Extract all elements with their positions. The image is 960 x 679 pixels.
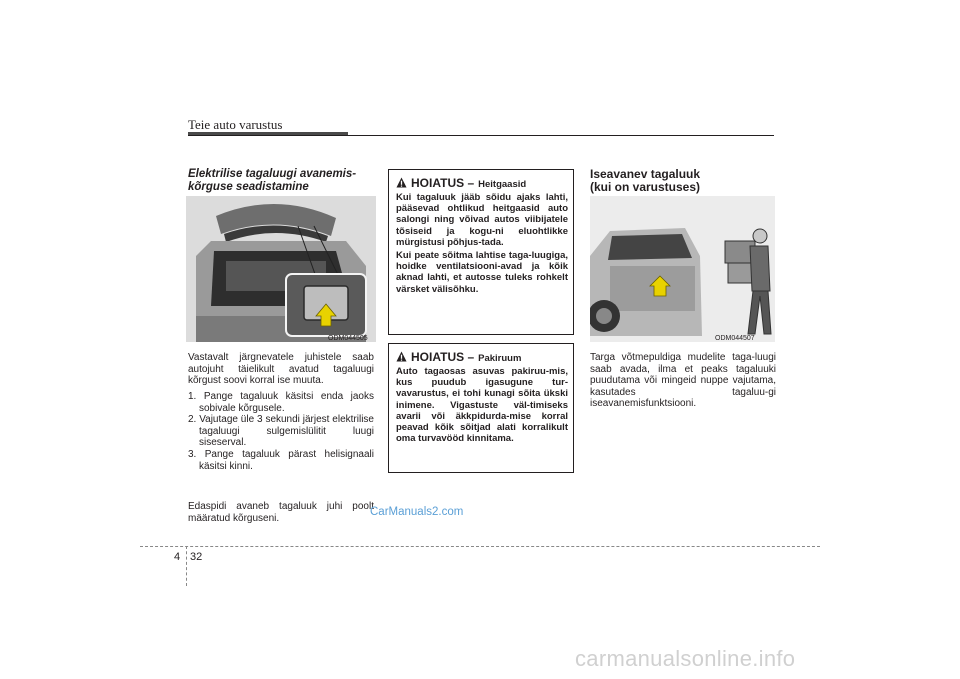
left-image-caption: ODM044505: [328, 335, 368, 342]
right-heading: [590, 168, 775, 194]
warning-heading: [396, 350, 568, 364]
right-heading-line2: (kui on varustuses): [590, 180, 701, 194]
list-item: 1. Pange tagaluuk käsitsi enda jaoks sobivale kõrgusele.: [188, 391, 374, 414]
section-title: Teie auto varustus: [188, 117, 283, 132]
warning-paragraph: Kui tagaluuk jääb sõidu ajaks lahti, pääsevad ohtlikud heitgaasid auto salongi ning võivad autos viibijatele tõsiseid ja kogu-ni eluohtlikke mürgistusi põhjus-tada.: [396, 192, 568, 248]
warning-paragraph: Auto tagaosas asuvas pakiruu-mis, kus puudub igasugune tur-vavarustus, ei tohi kunagi sõita ükski inimene. Vigastuste väl-timiseks avarii või äkkpidurda-mise korral peavad kõik sõitjad alati korralikult oma turvavööd kinnitama.: [396, 366, 568, 445]
warning-paragraph: Kui peate sõitma lahtise taga-luugiga, hoidke ventilatsiooni-avad ja kõik aknad lahti, et autosse tuleks rohkelt värsket välisõhku.: [396, 250, 568, 295]
warning-heading: [396, 176, 568, 190]
header-rule: [188, 135, 774, 136]
left-heading-line2: kõrguse seadistamine: [188, 181, 309, 193]
warning-box-cargo: [388, 343, 574, 473]
warning-label: HOIATUS –: [411, 350, 475, 364]
left-intro-text: Vastavalt järgnevatele juhistele saab autojuht täielikult avatud tagaluugi kõrgust soovi korral ise muuta.: [188, 352, 374, 387]
left-steps-list: [188, 391, 374, 472]
warning-subtitle: Pakiruum: [478, 353, 522, 364]
watermark-link[interactable]: CarManuals2.com: [370, 506, 464, 518]
footer-dashed-rule: [140, 546, 820, 547]
smart-tailgate-illustration: [590, 196, 775, 342]
left-heading-line1: Elektrilise tagaluugi avanemis-: [188, 168, 357, 180]
right-heading-line1: Iseavanev tagaluuk: [590, 167, 701, 181]
left-heading: [188, 168, 378, 194]
warning-subtitle: Heitgaasid: [478, 179, 527, 190]
left-outro-text: Edaspidi avaneb tagaluuk juhi poolt määratud kõrguseni.: [188, 501, 374, 524]
list-item: 2. Vajutage üle 3 sekundi järjest elektrilise tagaluugi sulgemislülitit luugi siseserval.: [188, 414, 374, 449]
warning-label: HOIATUS –: [411, 176, 475, 190]
warning-box-exhaust: [388, 169, 574, 335]
page-number: 32: [190, 551, 203, 563]
right-body-text: Targa võtmepuldiga mudelite taga-luugi saab avada, ilma et peaks tagaluuki puudutama või mingeid nuppe vajutama, kasutades tagaluu-gi iseavanemisfunktsiooni.: [590, 352, 776, 410]
right-image-caption: ODM044507: [715, 335, 755, 342]
warning-triangle-icon: [396, 351, 407, 362]
footer-dashed-divider: [186, 546, 187, 586]
warning-triangle-icon: [396, 177, 407, 188]
tailgate-open-photo: [186, 196, 376, 342]
chapter-number: 4: [174, 551, 181, 563]
smart-tailgate-photo: [590, 196, 775, 342]
list-item: 3. Pange tagaluuk pärast helisignaali käsitsi kinni.: [188, 448, 374, 472]
site-brand-watermark: carmanualsonline.info: [575, 646, 796, 671]
tailgate-illustration: [186, 196, 376, 342]
